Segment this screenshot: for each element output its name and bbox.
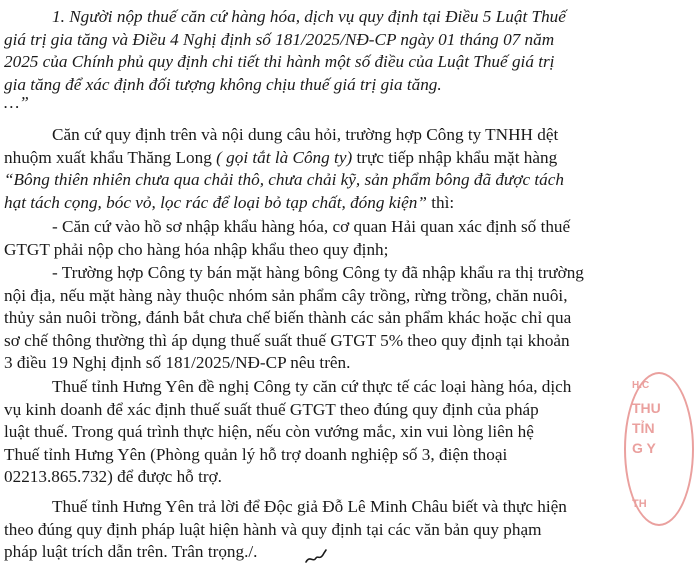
closing-line: theo đúng quy định pháp luật hiện hành và quy định tại các văn bản quy phạm: [4, 519, 542, 539]
stamp-text: TỈN: [632, 420, 655, 436]
bullet-line: thủy sản nuôi trồng, đánh bắt chưa chế biến thành các sản phẩm khác hoặc chỉ qua: [4, 308, 572, 327]
stamp-text: G Y: [632, 440, 656, 456]
closing-line: Thuế tỉnh Hưng Yên trả lời để Độc giả Đỗ Lê Minh Châu biết và thực hiện: [52, 497, 567, 516]
basis-paragraph: [0, 124, 656, 214]
bullet-line: sơ chế thông thường thì áp dụng thuế suất thuế GTGT 5% theo quy định tại khoản: [4, 330, 570, 350]
basis-line: [0, 147, 656, 170]
official-stamp: [624, 372, 694, 526]
bullet-line: nội địa, nếu mặt hàng này thuộc nhóm sản phẩm cây trồng, rừng trồng, chăn nuôi,: [4, 285, 568, 305]
company-alias: ( gọi tắt là Công ty): [216, 147, 353, 167]
recommend-line: Thuế tỉnh Hưng Yên (Phòng quản lý hỗ trợ doanh nghiệp số 3, điện thoại: [4, 444, 508, 464]
product-description-end: hạt tách cọng, bóc vỏ, lọc rác để loại bỏ tạp chất, đóng kiện”: [4, 192, 427, 212]
product-description: “Bông thiên nhiên chưa qua chải thô, chưa chải kỹ, sản phẩm bông đã được tách: [4, 170, 564, 189]
quote-ellipsis: …”: [4, 93, 29, 112]
quote-line: 1. Người nộp thuế căn cứ hàng hóa, dịch vụ quy định tại Điều 5 Luật Thuế: [52, 7, 566, 26]
basis-line: [0, 192, 656, 215]
basis-line: Căn cứ quy định trên và nội dung câu hỏi, trường hợp Công ty TNHH dệt: [52, 125, 559, 144]
bullet-customs: [0, 216, 656, 261]
stamp-text: THU: [632, 400, 661, 416]
recommend-line: vụ kinh doanh để xác định thuế suất thuế GTGT theo đúng quy định của pháp: [4, 399, 539, 419]
bullet-line: - Trường hợp Công ty bán mặt hàng bông Công ty đã nhập khẩu ra thị trường: [52, 263, 584, 282]
quoted-regulation: [0, 6, 656, 112]
recommend-line: Thuế tỉnh Hưng Yên đề nghị Công ty căn cứ thực tế các loại hàng hóa, dịch: [52, 377, 572, 396]
quote-line: 2025 của Chính phủ quy định chi tiết thi hành một số điều của Luật Thuế giá trị: [4, 52, 555, 71]
basis-text: trực tiếp nhập khẩu mặt hàng: [352, 147, 558, 167]
quote-line: giá trị gia tăng và Điều 4 Nghị định số 181/2025/NĐ-CP ngày 01 tháng 07 năm: [4, 29, 555, 49]
initials-signature-mark: [304, 547, 330, 567]
recommend-line: luật thuế. Trong quá trình thực hiện, nếu còn vướng mắc, xin vui lòng liên hệ: [4, 422, 534, 441]
bullet-line: 3 điều 19 Nghị định số 181/2025/NĐ-CP nêu trên.: [4, 353, 351, 372]
recommendation-paragraph: [0, 376, 656, 489]
bullet-line: GTGT phải nộp cho hàng hóa nhập khẩu theo quy định;: [4, 239, 389, 259]
basis-text: nhuộm xuất khẩu Thăng Long: [4, 147, 217, 167]
bullet-line: - Căn cứ vào hồ sơ nhập khẩu hàng hóa, cơ quan Hải quan xác định số thuế: [52, 217, 571, 236]
closing-line: pháp luật trích dẫn trên. Trân trọng./.: [4, 542, 258, 561]
recommend-line: 02213.865.732) để được hỗ trợ.: [4, 467, 222, 486]
stamp-text: H.C: [632, 380, 650, 391]
bullet-domestic-sale: [0, 262, 656, 375]
stamp-text: TH: [632, 498, 647, 510]
basis-text: thì:: [426, 192, 455, 212]
quote-line: gia tăng để xác định đối tượng không chịu thuế giá trị gia tăng.: [4, 74, 442, 94]
